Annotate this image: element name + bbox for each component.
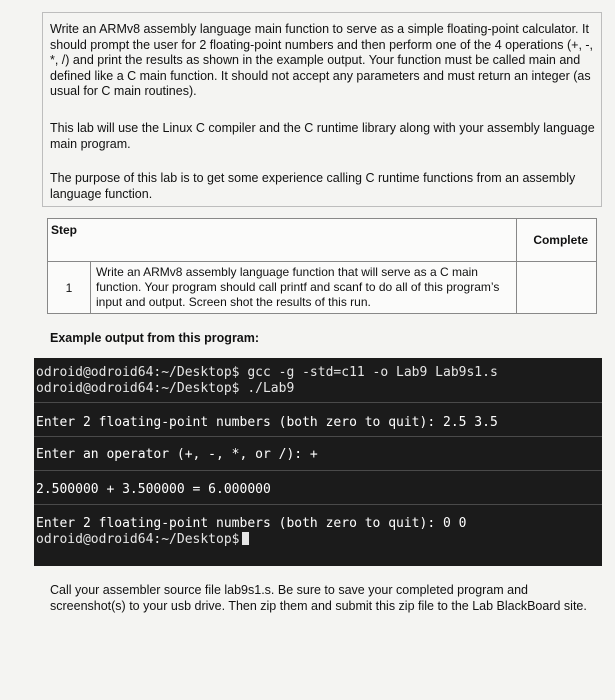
terminal-line-result: 2.500000 + 3.500000 = 6.000000 xyxy=(36,482,271,497)
terminal-line-quit: Enter 2 floating-point numbers (both zero to quit): 0 0 xyxy=(36,516,467,531)
intro-paragraph-compiler: This lab will use the Linux C compiler and the C runtime library along with your assembly language main program. xyxy=(50,121,595,151)
terminal-prompt-text: odroid@odroid64:~/Desktop$ xyxy=(36,532,240,547)
terminal-line-compile: odroid@odroid64:~/Desktop$ gcc -g -std=c11 -o Lab9 Lab9s1.s xyxy=(36,365,498,380)
terminal-separator xyxy=(34,436,602,437)
intro-paragraph-task: Write an ARMv8 assembly language main function to serve as a simple floating-point calculator. It should prompt the user for 2 floating-point numbers and then perform one of the 4 operations (+, -, *, /) and print the results as shown in the example output. Your function must be called main and defined like a C main function. It should not accept any parameters and must return an integer (as usual for C main routines). xyxy=(50,22,594,98)
table-header-complete: Complete xyxy=(517,219,597,262)
terminal-separator xyxy=(34,504,602,505)
terminal-line-prompt-numbers: Enter 2 floating-point numbers (both zero to quit): 2.5 3.5 xyxy=(36,415,498,430)
step-complete-cell xyxy=(517,262,597,314)
closing-instructions: Call your assembler source file lab9s1.s. Be sure to save your completed program and screenshot(s) to your usb drive. Then zip them and submit this zip file to the Lab BlackBoard site. xyxy=(50,583,587,613)
terminal-separator xyxy=(34,402,602,403)
intro-paragraph-purpose: The purpose of this lab is to get some experience calling C runtime functions from an assembly language function. xyxy=(50,171,576,201)
terminal-line-final-prompt xyxy=(36,532,249,547)
cursor-icon xyxy=(242,532,249,545)
terminal-separator xyxy=(34,470,602,471)
steps-table xyxy=(47,218,597,314)
step-description: Write an ARMv8 assembly language function that will serve as a C main function. Your program should call printf and scanf to do all of this program’s input and output. Screen shot the results of this run. xyxy=(91,262,517,314)
table-row xyxy=(48,262,597,314)
step-number: 1 xyxy=(48,262,91,314)
table-header-step: Step xyxy=(48,219,517,262)
example-output-label: Example output from this program: xyxy=(50,331,260,345)
terminal-line-run: odroid@odroid64:~/Desktop$ ./Lab9 xyxy=(36,381,295,396)
terminal-screenshot xyxy=(34,358,602,566)
terminal-line-prompt-operator: Enter an operator (+, -, *, or /): + xyxy=(36,447,318,462)
